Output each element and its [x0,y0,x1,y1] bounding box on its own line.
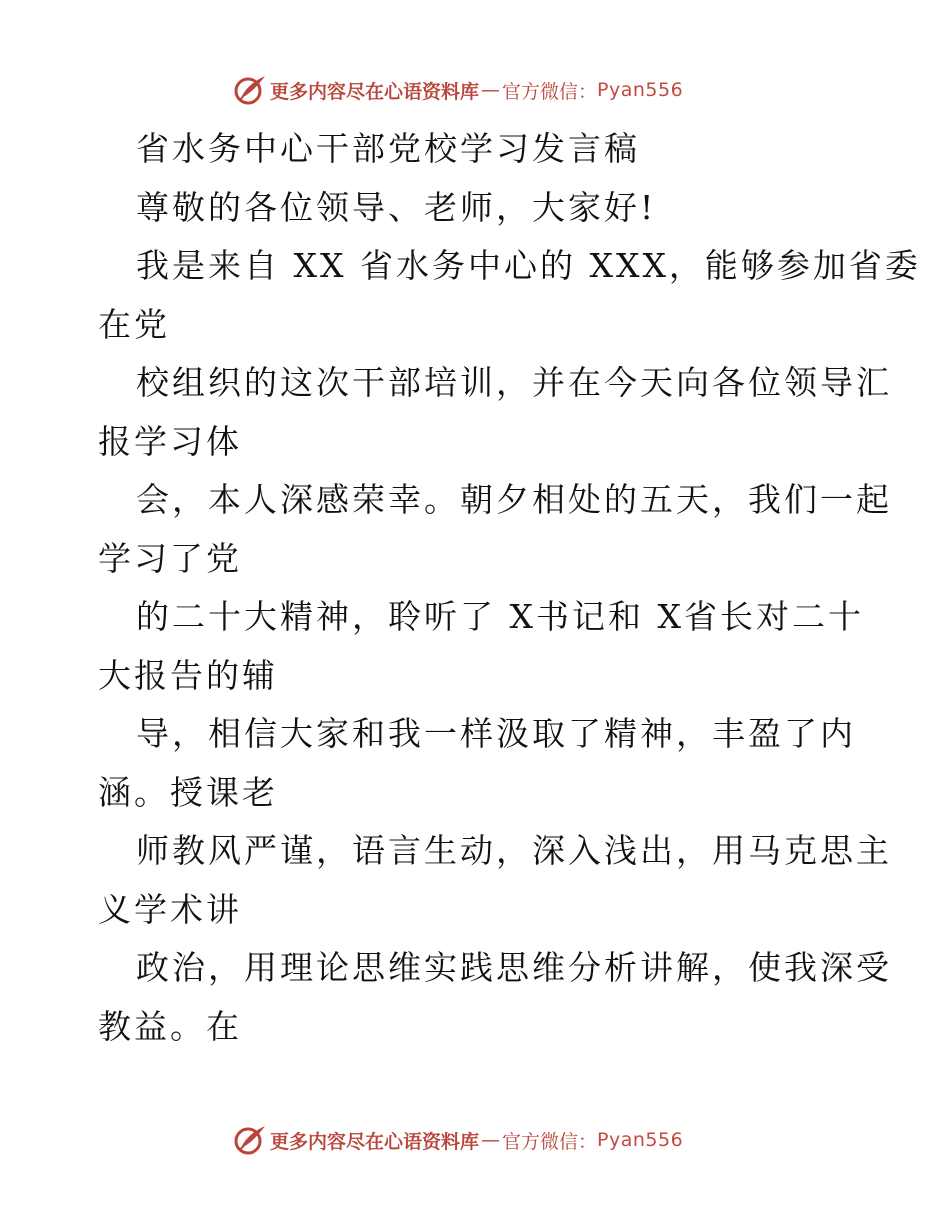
text-line: 政治，用理论思维实践思维分析讲解，使我深受 [136,948,892,987]
site-name: 更多内容尽在心语资料库 [270,1130,480,1153]
banner-dash: — [481,1129,501,1151]
text-line: 我是来自 XX 省水务中心的 XXX，能够参加省委 [136,246,921,285]
quill-pen-circle-icon [232,72,268,108]
footer-banner [232,1122,683,1158]
text-line: 导，相信大家和我一样汲取了精神，丰盈了内 [136,714,856,753]
text-line: 师教风严谨，语言生动，深入浅出，用马克思主 [136,831,892,870]
wechat-id: Pyan556 [597,1129,684,1151]
text-line: 涵。授课老 [98,772,278,812]
wechat-id: Pyan556 [597,79,684,101]
document-body [98,120,921,1056]
text-line: 尊敬的各位领导、老师，大家好! [136,187,657,227]
text-line: 教益。在 [98,1006,242,1046]
text-line: 校组织的这次干部培训，并在今天向各位领导汇 [136,363,892,402]
site-name: 更多内容尽在心语资料库 [270,80,480,103]
banner-dash: — [481,79,501,101]
text-line: 会，本人深感荣幸。朝夕相处的五天，我们一起 [136,480,892,519]
document-title: 省水务中心干部党校学习发言稿 [136,129,640,168]
text-line: 报学习体 [98,421,242,461]
quill-pen-circle-icon [232,1122,268,1158]
text-line: 大报告的辅 [98,655,278,695]
wechat-label: 官方微信： [502,1130,598,1153]
text-line: 的二十大精神，聆听了 X书记和 X省长对二十 [136,597,864,636]
wechat-label: 官方微信： [502,80,598,103]
text-line: 在党 [98,304,170,344]
text-line: 义学术讲 [98,889,242,929]
header-banner [232,72,683,108]
text-line: 学习了党 [98,538,242,578]
